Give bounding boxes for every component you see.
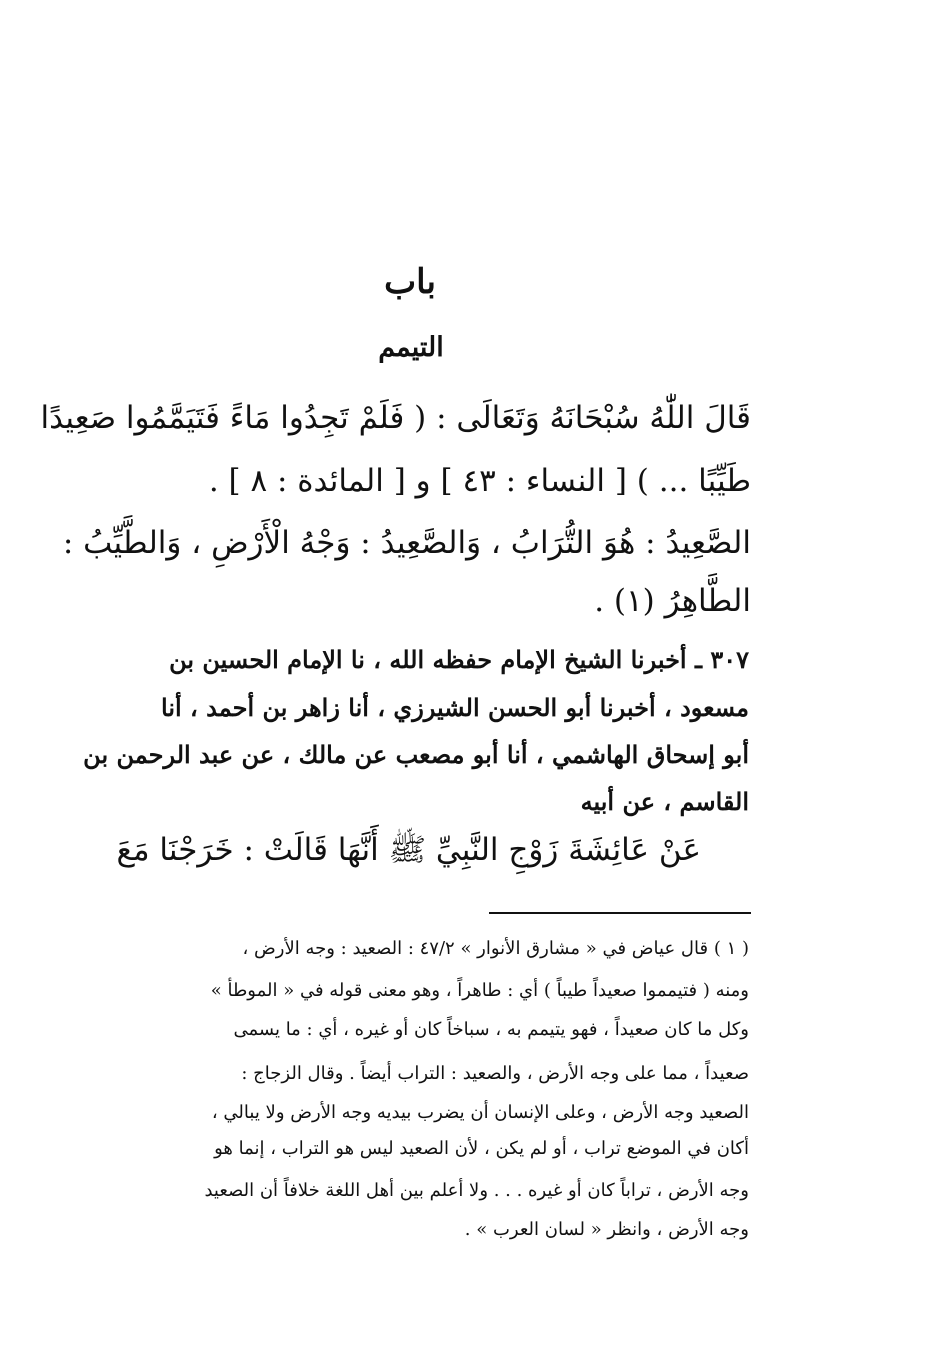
quran-verse-line-1: قَالَ اللّٰهُ سُبْحَانَهُ وَتَعَالَى : ( فَلَمْ تَجِدُوا مَاءً فَتَيَمَّمُوا صَعِيدًا <box>40 400 751 436</box>
footnote-line-7: وجه الأرض ، تراباً كان أو غيره . . . ولا أعلم بين أهل اللغة خلافاً أن الصعيد <box>204 1180 749 1201</box>
footnote-line-8: وجه الأرض ، وانظر « لسان العرب » . <box>464 1219 749 1240</box>
chapter-title: التيمم <box>378 332 444 363</box>
footnote-line-5: الصعيد وجه الأرض ، وعلى الإنسان أن يضرب بيديه وجه الأرض ولا يبالي ، <box>211 1102 749 1123</box>
hadith-matn-line: عَنْ عَائِشَةَ زَوْجِ النَّبِيِّ ﷺ أَنَّهَا قَالَتْ : خَرَجْنَا مَعَ <box>116 832 701 868</box>
footnote-line-1: ( ١ ) قال عياض في « مشارق الأنوار » ٤٧/٢ : الصعيد : وجه الأرض ، <box>242 938 749 959</box>
footnote-line-6: أكان في الموضع تراب ، أو لم يكن ، لأن الصعيد ليس هو التراب ، إنما هو <box>214 1138 749 1159</box>
chapter-heading: باب <box>384 262 436 302</box>
isnad-line-4: القاسم ، عن أبيه <box>580 787 749 816</box>
isnad-line-3: أبو إسحاق الهاشمي ، أنا أبو مصعب عن مالك ، عن عبد الرحمن بن <box>83 740 749 769</box>
footnote-line-4: صعيداً ، مما على وجه الأرض ، والصعيد : التراب أيضاً . وقال الزجاج : <box>241 1063 749 1084</box>
definition-line-2: الطَّاهِرُ (١) . <box>594 583 751 619</box>
footnote-line-2: ومنه ( فتيمموا صعيداً طيباً ) أي : طاهراً ، وهو معنى قوله في « الموطأ » <box>210 980 749 1001</box>
isnad-line-1: ٣٠٧ ـ أخبرنا الشيخ الإمام حفظه الله ، نا الإمام الحسين بن <box>169 645 749 674</box>
isnad-line-2: مسعود ، أخبرنا أبو الحسن الشيرزي ، أنا زاهر بن أحمد ، أنا <box>161 693 749 722</box>
footnote-separator <box>489 912 751 914</box>
definition-line-1: الصَّعِيدُ : هُوَ التُّرَابُ ، وَالصَّعِيدُ : وَجْهُ الْأَرْضِ ، وَالطَّيِّبُ : <box>62 525 751 561</box>
quran-verse-line-2: طَيِّبًا ... ) [ النساء : ٤٣ ] و [ المائدة : ٨ ] . <box>208 463 751 499</box>
footnote-line-3: وكل ما كان صعيداً ، فهو يتيمم به ، سباخاً كان أو غيره ، أي : ما يسمى <box>233 1019 749 1040</box>
